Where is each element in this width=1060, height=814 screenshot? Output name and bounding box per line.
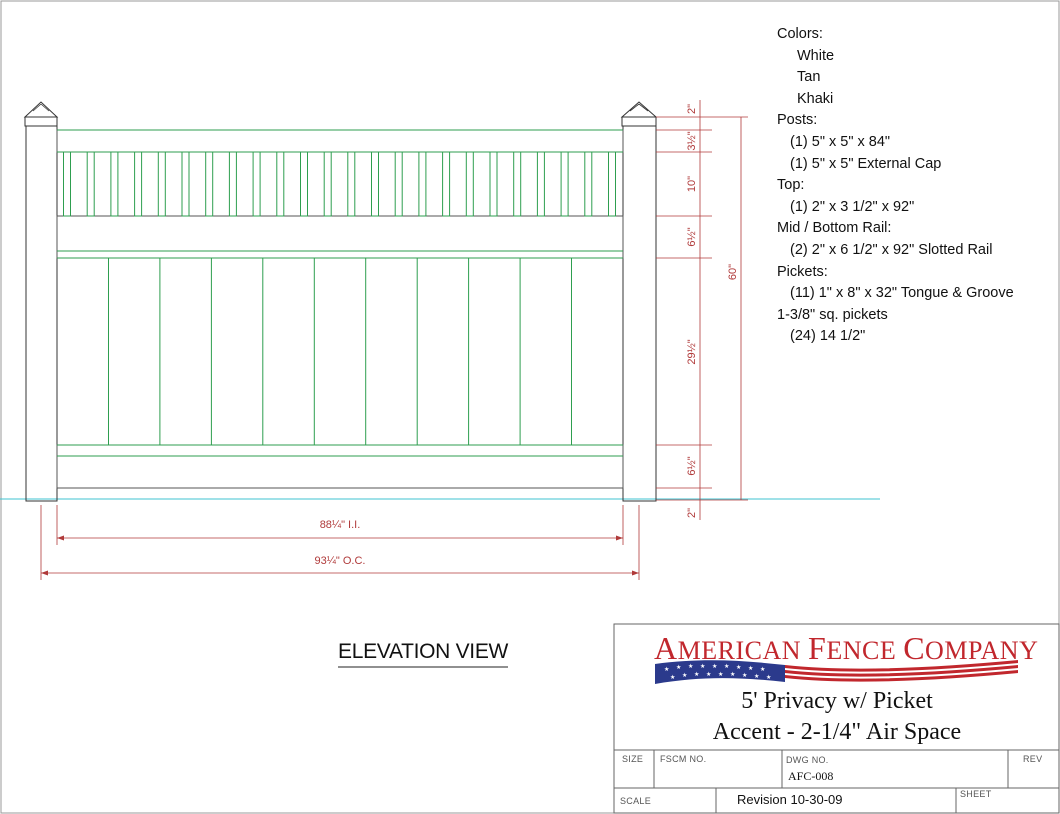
dim-overall-height: 60" — [727, 263, 739, 281]
tongue-groove-boards — [109, 258, 572, 445]
spec-line: 1-3/8" sq. pickets — [777, 306, 888, 323]
spec-line: Top: — [777, 177, 805, 194]
accent-picket — [537, 152, 544, 216]
dim-mid-rail: 6½" — [686, 227, 698, 247]
bottom-rail — [57, 445, 623, 488]
svg-text:★: ★ — [664, 666, 670, 673]
dim-bottom-rail: 6½" — [686, 456, 698, 476]
spec-line: (1) 2" x 3 1/2" x 92" — [790, 198, 915, 215]
vertical-dimensions — [656, 100, 748, 520]
accent-picket — [585, 152, 592, 216]
company-logo-text: AMERICAN FENCE COMPANY — [654, 630, 1039, 666]
vertical-dimension-labels — [686, 104, 739, 518]
accent-picket — [111, 152, 118, 216]
title-block — [614, 624, 1060, 814]
accent-picket — [253, 152, 260, 216]
svg-text:★: ★ — [706, 671, 712, 678]
spec-line: (2) 2" x 6 1/2" x 92" Slotted Rail — [790, 241, 993, 258]
svg-text:★: ★ — [688, 663, 694, 670]
sheet-label: SHEET — [960, 789, 992, 799]
svg-text:★: ★ — [748, 665, 754, 672]
dim-top-gap: 2" — [686, 103, 698, 115]
svg-text:★: ★ — [700, 663, 706, 670]
accent-pickets — [64, 152, 616, 216]
rev-label: REV — [1023, 754, 1043, 764]
accent-picket — [395, 152, 402, 216]
size-label: SIZE — [622, 754, 644, 764]
accent-picket — [372, 152, 379, 216]
spec-line: (11) 1" x 8" x 32" Tongue & Groove — [790, 285, 1014, 302]
spec-line: (24) 14 1/2" — [790, 328, 866, 345]
dim-inside: 88¼" I.I. — [319, 519, 361, 531]
mid-rail — [57, 216, 623, 258]
svg-text:★: ★ — [676, 664, 682, 671]
spec-line: White — [797, 47, 835, 64]
dim-top-rail: 3½" — [686, 131, 698, 151]
dim-bottom-gap: 2" — [686, 507, 698, 519]
accent-picket — [348, 152, 355, 216]
accent-picket — [301, 152, 308, 216]
svg-text:★: ★ — [718, 671, 724, 678]
left-post — [25, 102, 57, 501]
spec-line: Tan — [797, 69, 821, 86]
right-post — [622, 102, 656, 501]
spec-line: Colors: — [777, 26, 823, 42]
accent-picket — [135, 152, 142, 216]
accent-picket — [229, 152, 236, 216]
accent-picket — [64, 152, 71, 216]
scale-label: SCALE — [620, 796, 652, 806]
svg-text:★: ★ — [754, 673, 760, 680]
accent-picket — [182, 152, 189, 216]
fscm-label: FSCM NO. — [660, 754, 707, 764]
svg-text:★: ★ — [736, 664, 742, 671]
accent-picket — [561, 152, 568, 216]
top-rail — [57, 130, 623, 152]
svg-text:★: ★ — [742, 672, 748, 679]
spec-line: Khaki — [797, 90, 834, 107]
accent-picket — [466, 152, 473, 216]
accent-picket — [277, 152, 284, 216]
spec-line: (1) 5" x 5" External Cap — [790, 155, 942, 172]
spec-line: (1) 5" x 5" x 84" — [790, 133, 891, 150]
accent-picket — [419, 152, 426, 216]
accent-picket — [514, 152, 521, 216]
svg-text:★: ★ — [766, 674, 772, 681]
materials-spec-list — [777, 24, 1014, 348]
svg-text:★: ★ — [694, 671, 700, 678]
horizontal-dimensions — [41, 505, 639, 580]
svg-text:★: ★ — [670, 674, 676, 681]
dim-picket-zone: 10" — [686, 175, 698, 193]
spec-line: Posts: — [777, 112, 818, 129]
accent-picket — [443, 152, 450, 216]
accent-picket — [158, 152, 165, 216]
accent-picket — [206, 152, 213, 216]
drawing-title-line-2: Accent - 2-1/4" Air Space — [712, 719, 962, 745]
dim-on-center: 93¼" O.C. — [314, 555, 366, 567]
svg-text:★: ★ — [724, 663, 730, 670]
horizontal-dimension-labels — [315, 519, 366, 567]
drawing-title-line-1: 5' Privacy w/ Picket — [741, 688, 933, 714]
revision-date: Revision 10-30-09 — [737, 792, 843, 807]
svg-text:★: ★ — [682, 672, 688, 679]
svg-text:★: ★ — [712, 663, 718, 670]
svg-text:★: ★ — [760, 666, 766, 673]
accent-picket — [609, 152, 616, 216]
accent-picket — [324, 152, 331, 216]
svg-text:★: ★ — [730, 671, 736, 678]
spec-line: Pickets: — [777, 263, 828, 280]
dim-panel: 29½" — [686, 339, 698, 365]
elevation-view-label: ELEVATION VIEW — [338, 640, 509, 663]
dwg-number: AFC-008 — [788, 769, 834, 783]
accent-picket — [490, 152, 497, 216]
accent-picket — [87, 152, 94, 216]
dwg-label: DWG NO. — [786, 755, 829, 765]
spec-line: Mid / Bottom Rail: — [777, 220, 892, 237]
